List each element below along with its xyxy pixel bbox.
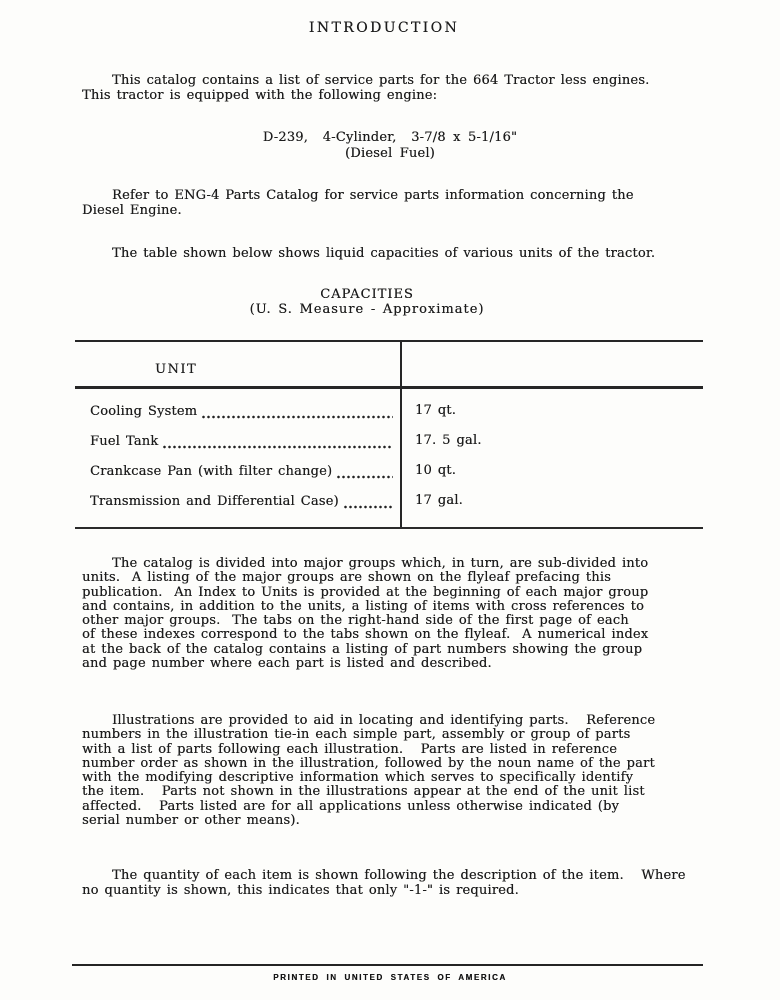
table-header-rule [75,386,703,389]
footer-printed-note: PRINTED IN UNITED STATES OF AMERICA [273,973,507,982]
text-line: The quantity of each item is shown following the description of the item. Where [112,868,686,883]
row-value: 17 qt. [415,403,457,418]
paragraph-catalog-structure [82,557,722,671]
dot-leader [343,495,393,509]
page-title: INTRODUCTION [308,20,460,36]
text-line: publication. An Index to Units is provided at the beginning of each major group [82,584,649,600]
row-value: 17 gal. [415,493,463,508]
paragraph-illustrations [82,714,722,828]
paragraph-engine-reference [82,188,722,218]
paragraph-catalog-summary [82,73,722,103]
text-line: numbers in the illustration tie-in each simple part, assembly or group of parts [82,727,631,743]
text-line: and contains, in addition to the units, a listing of items with cross references to [82,598,645,614]
text-line: units. A listing of the major groups are shown on the flyleaf prefacing this [82,570,612,586]
text-line: affected. Parts listed are for all applications unless otherwise indicated (by [82,798,620,814]
engine-spec-line: D-239, 4-Cylinder, 3-7/8 x 5-1/16" [262,130,518,145]
text-line: Illustrations are provided to aid in locating and identifying parts. Reference [112,713,656,728]
text-line: This catalog contains a list of service parts for the 664 Tractor less engines. [112,73,650,88]
text-line: The catalog is divided into major groups which, in turn, are sub-divided into [112,556,649,571]
row-value: 17. 5 gal. [415,433,482,448]
row-label: Transmission and Differential Case) [90,494,339,509]
fuel-type-line: (Diesel Fuel) [345,146,435,161]
dot-leader [201,405,393,419]
paragraph-quantity [82,868,722,898]
text-line: with the modifying descriptive information which serves to specifically identify [82,770,634,786]
text-line: with a list of parts following each illustration. Parts are listed in reference [82,741,618,757]
text-line: of these indexes correspond to the tabs shown on the flyleaf. A numerical index [82,627,649,643]
capacities-heading-block [0,287,734,317]
text-line: no quantity is shown, this indicates that only "-1-" is required. [82,883,519,898]
table-row [90,493,463,509]
text-line: serial number or other means). [82,813,300,829]
paragraph-table-note [82,246,722,261]
row-label: Fuel Tank [90,434,159,449]
text-line: Diesel Engine. [82,203,182,218]
row-label: Cooling System [90,404,198,419]
dot-leader [336,465,393,479]
text-line: other major groups. The tabs on the right-hand side of the first page of each [82,613,629,629]
dot-leader [162,435,393,449]
footer-rule [72,964,703,966]
text-line: at the back of the catalog contains a listing of part numbers showing the group [82,641,643,657]
text-line: This tractor is equipped with the following engine: [82,88,438,103]
table-row [90,403,457,419]
table-row [90,433,482,449]
capacities-table [75,340,703,529]
text-line: number order as shown in the illustration, followed by the noun name of the part [82,755,655,771]
text-line: The table shown below shows liquid capacities of various units of the tractor. [112,246,656,261]
table-row [90,463,457,479]
table-column-divider [400,342,402,527]
text-line: and page number where each part is listed and described. [82,656,492,672]
engine-spec [3,130,777,162]
row-label: Crankcase Pan (with filter change) [90,464,333,479]
text-line: the item. Parts not shown in the illustrations appear at the end of the unit list [82,784,645,800]
table-header-unit: UNIT [155,362,198,377]
text-line: Refer to ENG-4 Parts Catalog for service parts information concerning the [112,188,634,203]
capacities-heading: CAPACITIES [320,287,414,302]
row-value: 10 qt. [415,463,457,478]
capacities-subheading: (U. S. Measure - Approximate) [249,302,485,317]
